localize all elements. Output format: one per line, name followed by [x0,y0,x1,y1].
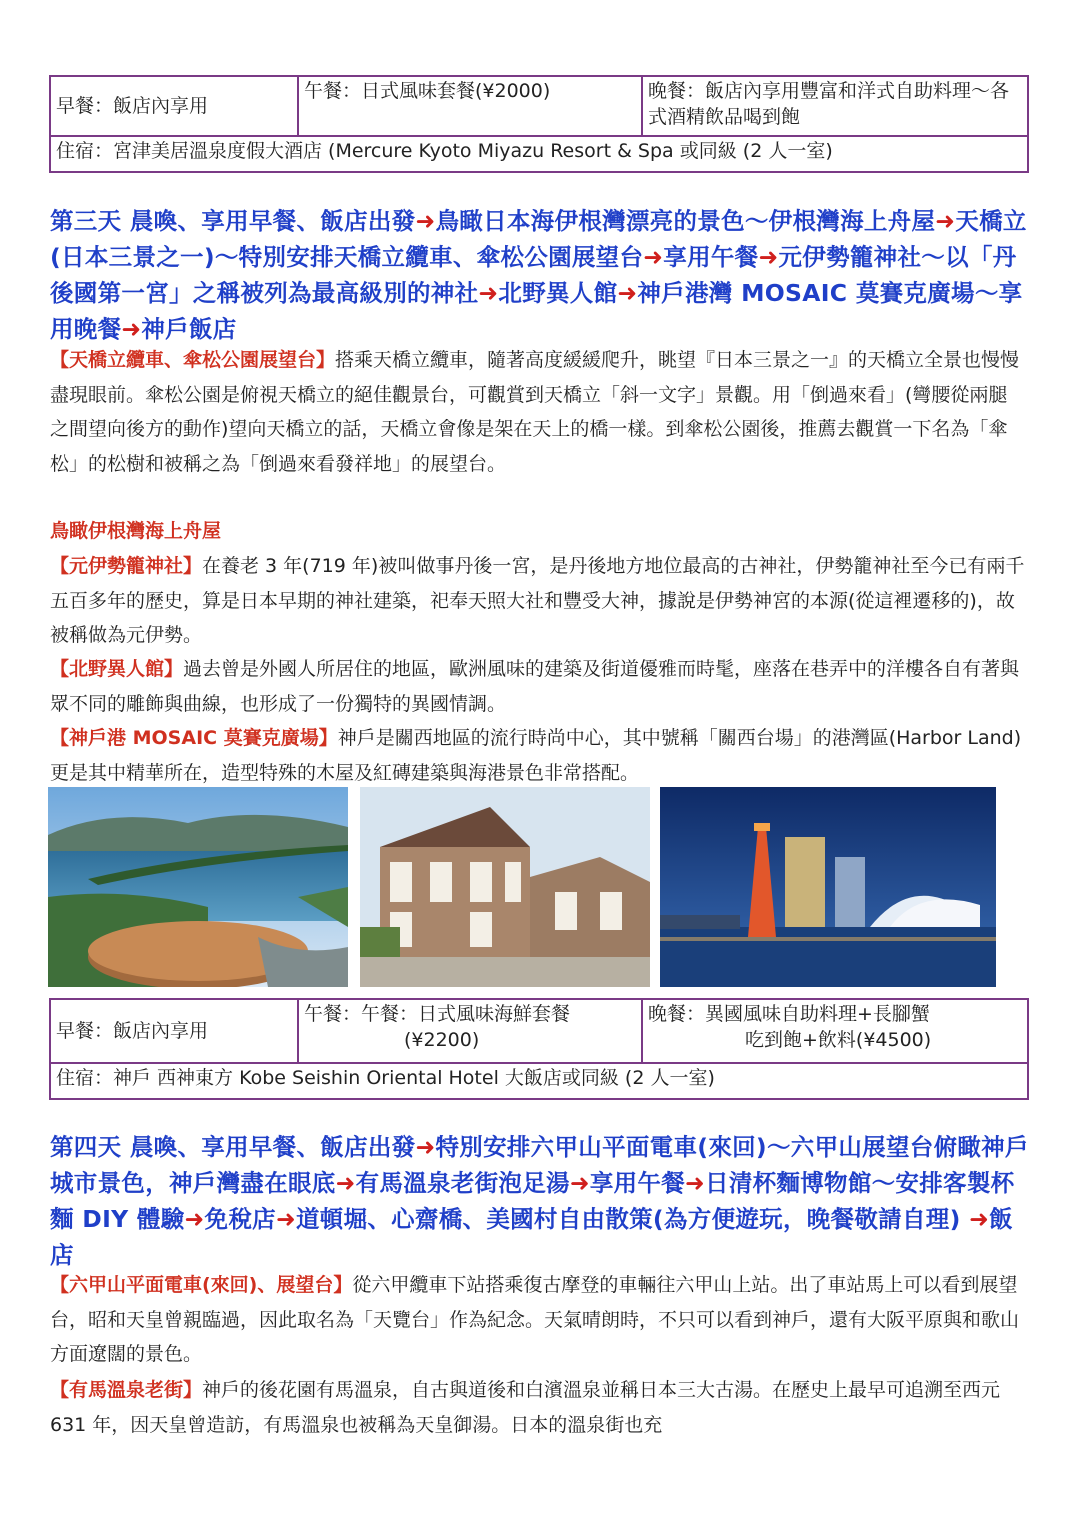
paragraph-heading: 【神戶港 MOSAIC 莫賽克廣場】 [50,727,338,749]
arrow-icon: ➜ [685,1169,706,1197]
day3-title [50,203,1030,347]
arrow-icon: ➜ [121,315,142,343]
paragraph-heading: 【元伊勢籠神社】 [50,555,203,577]
lunch-cell: 午餐：午餐：日式風味海鮮套餐 (¥2200) [297,1000,641,1062]
paragraph-text: 神戶的後花園有馬溫泉，自古與道後和白濱溫泉並稱日本三大古湯。在歷史上最早可追溯至西元 631 年，因天皇曾造訪，有馬溫泉也被稱為天皇御湯。日本的溫泉街也充 [50,1379,1001,1436]
paragraph-text: 在養老 3 年(719 年)被叫做事丹後一宮，是丹後地方地位最高的古神社，伊勢籠神社至今已有兩千五百多年的歷史，算是日本早期的神社建築，祀奉天照大社和豐受大神，據說是伊勢神宮的本源(從這裡遷移的)，故被稱做為元伊勢。 [50,555,1025,646]
arrow-icon: ➜ [275,1205,296,1233]
arrow-icon: ➜ [617,279,638,307]
arrow-icon: ➜ [415,207,436,235]
day4-seg-5: 免稅店 [204,1205,276,1233]
day4-seg-6: 道頓堀、心齋橋、美國村自由散策(為方便遊玩，晚餐敬請自理) [295,1205,970,1233]
dinner-cell: 晚餐：飯店內享用豐富和洋式自助料理～各式酒精飲品喝到飽 [641,77,1027,135]
day3-seg-2: 天橋立(日本三景之一)～特別安排天橋立纜車、傘松公園展望台 [50,207,1027,271]
day4-seg-0: 第四天 晨喚、享用早餐、飯店出發 [50,1133,416,1161]
hotel-cell: 住宿：宮津美居溫泉度假大酒店 (Mercure Kyoto Miyazu Resort & Spa 或同級 (2 人一室) [56,140,833,162]
arrow-icon: ➜ [758,243,779,271]
kono-shrine-paragraph [50,549,1025,653]
day3-meal-table [49,998,1029,1100]
arrow-icon: ➜ [643,243,664,271]
day4-seg-7: 飯店 [50,1205,1013,1269]
arrow-icon: ➜ [335,1169,356,1197]
day4-seg-2: 有馬溫泉老街泡足湯 [355,1169,570,1197]
day3-seg-6: 神戶港灣 MOSAIC 莫賽克廣場～享用晚餐 [50,279,1023,343]
mosaic-paragraph [50,721,1025,790]
kitano-ijinkan-photo [360,787,650,987]
rokko-paragraph [50,1268,1025,1372]
breakfast-cell: 早餐：飯店內享用 [56,95,209,117]
arrow-icon: ➜ [569,1169,590,1197]
amanohashidate-paragraph [50,343,1025,481]
day3-seg-5: 北野異人館 [498,279,618,307]
day3-seg-1: 鳥瞰日本海伊根灣漂亮的景色～伊根灣海上舟屋 [435,207,936,235]
paragraph-heading: 【北野異人館】 [50,658,184,680]
day3-seg-4: 元伊勢籠神社～以「丹後國第一宮」之稱被列為最高級別的神社 [50,243,1017,307]
amanohashidate-photo [48,787,348,987]
ine-bay-heading: 鳥瞰伊根灣海上舟屋 [50,520,222,542]
paragraph-text: 過去曾是外國人所居住的地區，歐洲風味的建築及街道優雅而時髦，座落在巷弄中的洋樓各自有著與眾不同的雕飾與曲線，也形成了一份獨特的異國情調。 [50,658,1020,715]
hotel-row [51,1062,1027,1098]
day4-title [50,1129,1030,1273]
paragraph-text: 從六甲纜車下站搭乘復古摩登的車輛往六甲山上站。出了車站馬上可以看到展望台，昭和天皇曾親臨過，因此取名為「天覽台」作為紀念。天氣晴朗時，不只可以看到神戶，還有大阪平原與和歌山方面遼闊的景色。 [50,1274,1020,1365]
paragraph-text: 神戶是關西地區的流行時尚中心，其中號稱「關西台場」的港灣區(Harbor Land)更是其中精華所在，造型特殊的木屋及紅磚建築與海港景色非常搭配。 [50,727,1022,784]
hotel-cell: 住宿：神戶 西神東方 Kobe Seishin Oriental Hotel 大飯店或同級 (2 人一室) [56,1067,715,1089]
meal-row [51,1000,1027,1062]
paragraph-heading: 【有馬溫泉老街】 [50,1379,203,1401]
day3-seg-0: 第三天 晨喚、享用早餐、飯店出發 [50,207,416,235]
arrow-icon: ➜ [969,1205,990,1233]
hotel-row [51,135,1027,171]
breakfast-cell: 早餐：飯店內享用 [56,1020,209,1042]
day4-seg-3: 享用午餐 [589,1169,686,1197]
meal-row [51,77,1027,135]
paragraph-heading: 【六甲山平面電車(來回)、展望台】 [50,1274,353,1296]
arrow-icon: ➜ [184,1205,205,1233]
day4-seg-1: 特別安排六甲山平面電車(來回)～六甲山展望台俯瞰神戶城市景色，神戶灣盡在眼底 [50,1133,1029,1197]
lunch-cell: 午餐：日式風味套餐(¥2000) [297,77,641,135]
arrow-icon: ➜ [415,1133,436,1161]
arima-paragraph [50,1373,1025,1442]
paragraph-text: 搭乘天橋立纜車，隨著高度緩緩爬升，眺望『日本三景之一』的天橋立全景也慢慢盡現眼前。傘松公園是俯視天橋立的絕佳觀景台，可觀賞到天橋立「斜一文字」景觀。用「倒過來看」(彎腰從兩腿之間望向後方的動作)望向天橋立的話，天橋立會像是架在天上的橋一樣。到傘松公園後，推薦去觀賞一下名為「傘松」的松樹和被稱之為「倒過來看發祥地」的展望台。 [50,349,1020,475]
day2-meal-table [49,75,1029,173]
kobe-port-photo [660,787,996,987]
day3-seg-7: 神戶飯店 [141,315,237,343]
arrow-icon: ➜ [478,279,499,307]
dinner-cell: 晚餐：異國風味自助料理+長腳蟹 吃到飽+飲料(¥4500) [641,1000,1027,1062]
day3-seg-3: 享用午餐 [663,243,759,271]
paragraph-heading: 【天橋立纜車、傘松公園展望台】 [50,349,336,371]
arrow-icon: ➜ [935,207,956,235]
day4-seg-4: 日清杯麵博物館～安排客製杯麵 DIY 體驗 [50,1169,1015,1233]
kitano-paragraph [50,652,1025,721]
